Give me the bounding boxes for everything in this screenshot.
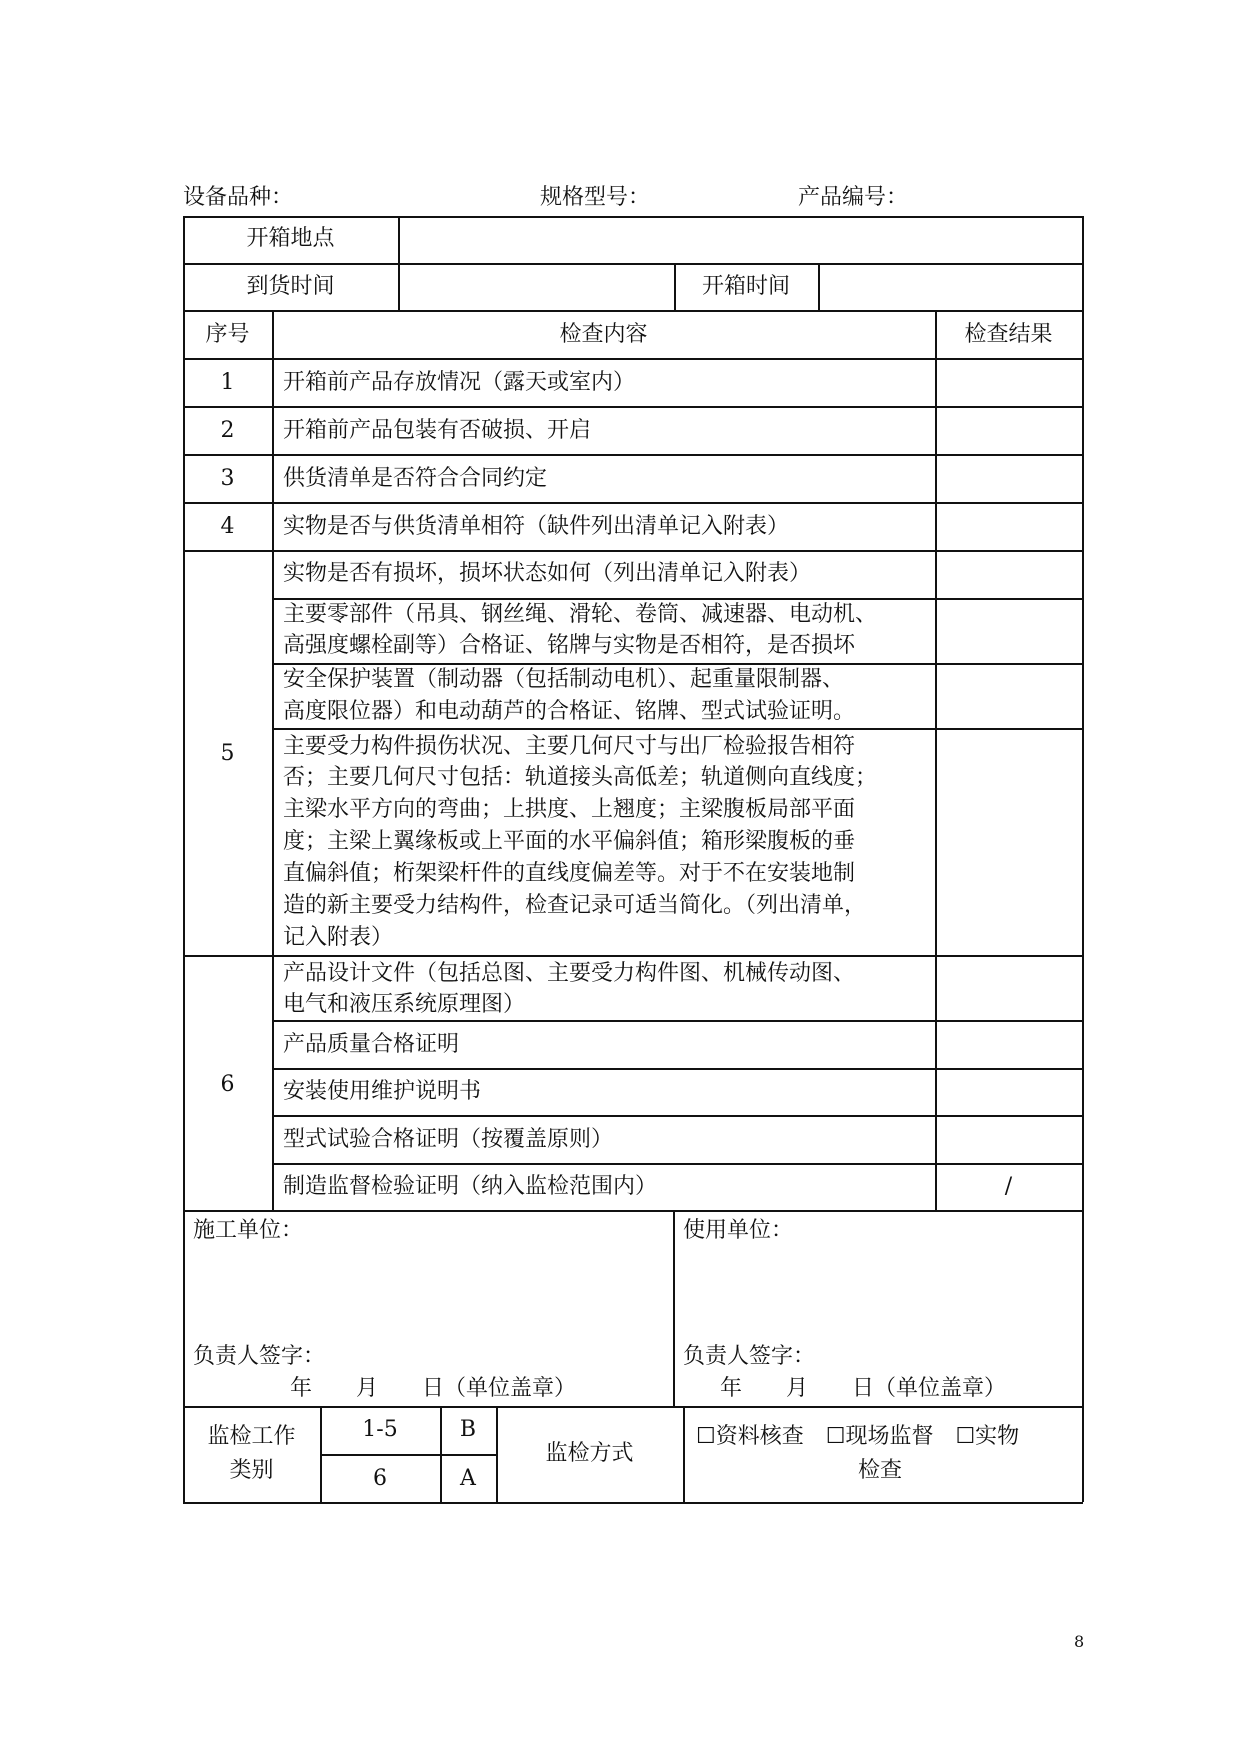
row-no: 1 [220,370,235,395]
equipment-type-label: 设备品种： [183,185,294,210]
row-no: 2 [220,418,235,443]
group6-item-line: 安装使用维护说明书 [283,1079,482,1104]
model-label: 规格型号： [540,185,651,210]
row-content: 实物是否与供货清单相符（缺件列出清单记入附表） [283,514,790,539]
group5-item-line: 高强度螺栓副等）合格证、铭牌与实物是否相符，是否损坏 [283,633,856,658]
group5-no: 5 [220,741,235,766]
group6-item-line: 型式试验合格证明（按覆盖原则） [283,1127,614,1152]
construction-date-line: 年 月 日（单位盖章） [290,1376,577,1401]
group5-item-line: 记入附表） [283,925,394,950]
group6-result: / [1004,1174,1013,1199]
row-no: 3 [220,466,235,491]
unpack-time-label: 开箱时间 [701,274,790,299]
category-1-range: 1-5 [362,1417,398,1442]
column-header-content: 检查内容 [559,322,648,347]
row-no: 4 [220,514,235,539]
category-2-level: A [460,1466,476,1491]
arrival-time-label: 到货时间 [246,274,335,299]
row-content: 开箱前产品存放情况（露天或室内） [283,370,636,395]
group6-no: 6 [220,1072,235,1097]
row-content: 开箱前产品包装有否破损、开启 [283,418,592,443]
group5-item-line: 直偏斜值；桁架梁杆件的直线度偏差等。对于不在安装地制 [283,861,856,886]
group6-item-line: 制造监督检验证明（纳入监检范围内） [283,1174,658,1199]
group6-item-line: 电气和液压系统原理图） [283,992,526,1017]
group5-item-line: 高度限位器）和电动葫芦的合格证、铭牌、型式试验证明。 [283,699,856,724]
group5-item-line: 主梁水平方向的弯曲；上拱度、上翘度；主梁腹板局部平面 [283,797,856,822]
construction-unit-label: 施工单位： [193,1218,304,1243]
construction-responsible-label: 负责人签字： [193,1344,326,1369]
header-line [183,180,1083,216]
group5-item-line: 否；主要几何尺寸包括：轨道接头高低差；轨道侧向直线度； [283,765,878,790]
method-options-line2: 检查 [858,1458,903,1483]
unpack-location-label: 开箱地点 [246,226,335,251]
group5-item-line: 度；主梁上翼缘板或上平面的水平偏斜值；箱形梁腹板的垂 [283,829,856,854]
group5-item-line: 造的新主要受力结构件，检查记录可适当简化。（列出清单， [283,893,867,918]
category-label-line1: 监检工作 [207,1424,296,1449]
group5-item-line: 主要零部件（吊具、钢丝绳、滑轮、卷筒、减速器、电动机、 [283,602,878,627]
group6-item-line: 产品设计文件（包括总图、主要受力构件图、机械传动图、 [283,961,856,986]
category-1-level: B [459,1417,477,1442]
column-header-no: 序号 [205,322,250,347]
category-2-range: 6 [373,1466,387,1491]
group6-item-line: 产品质量合格证明 [283,1032,460,1057]
product-no-label: 产品编号： [798,185,909,210]
column-header-result: 检查结果 [964,322,1053,347]
row-content: 供货清单是否符合合同约定 [283,466,548,491]
group5-item-line: 主要受力构件损伤状况、主要几何尺寸与出厂检验报告相符 [283,734,856,759]
page-number: 8 [1074,1632,1085,1651]
user-responsible-label: 负责人签字： [683,1344,816,1369]
method-options-line1[interactable]: ☐资料核查 ☐现场监督 ☐实物 [696,1424,1020,1449]
category-label-line2: 类别 [229,1458,274,1483]
method-label: 监检方式 [545,1441,634,1466]
user-date-line: 年 月 日（单位盖章） [720,1376,1007,1401]
group5-item-line: 实物是否有损坏，损坏状态如何（列出清单记入附表） [283,561,812,586]
group5-item-line: 安全保护装置（制动器（包括制动电机）、起重量限制器、 [283,667,845,692]
user-unit-label: 使用单位： [683,1218,794,1243]
